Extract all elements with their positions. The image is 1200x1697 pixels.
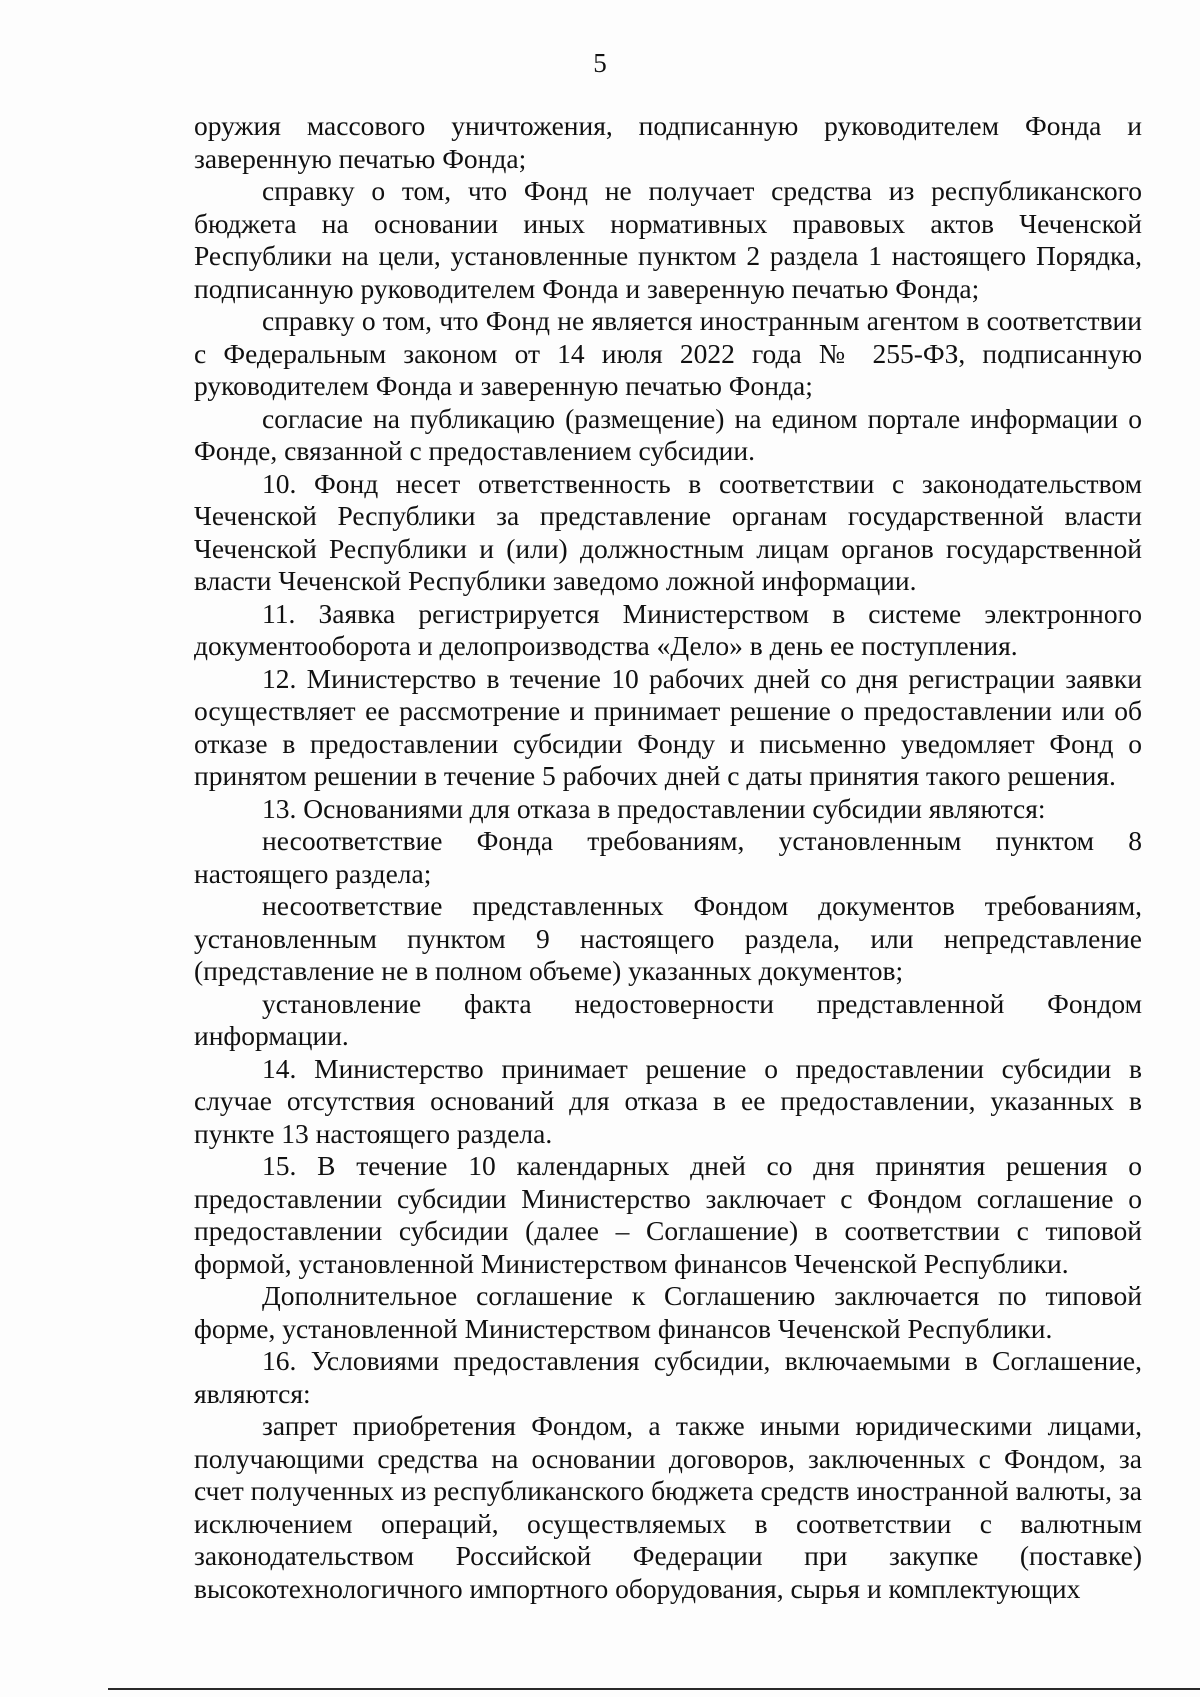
paragraph-refusal-ground-1: несоответствие Фонда требованиям, установленным пунктом 8 настоящего раздела;: [194, 825, 1142, 889]
paragraph-item-16: 16. Условиями предоставления субсидии, включаемыми в Соглашение, являются:: [194, 1345, 1142, 1409]
paragraph-item-13: 13. Основаниями для отказа в предоставлении субсидии являются:: [262, 792, 1046, 824]
paragraph-refusal-ground-2: несоответствие представленных Фондом документов требованиям, установленным пунктом 9 настоящего раздела, или непредставление (представление не в полном объеме) указанных документов;: [194, 890, 1142, 986]
paragraph-item-15: 15. В течение 10 календарных дней со дня принятия решения о предоставлении субсидии Министерство заключает с Фондом соглашение о предоставлении субсидии (далее – Соглашение) в соответствии с типовой формой, установленной Министерством финансов Чеченской Республики.: [194, 1150, 1142, 1279]
paragraph-item-12: 12. Министерство в течение 10 рабочих дней со дня регистрации заявки осуществляет ее рассмотрение и принимает решение о предоставлении или об отказе в предоставлении субсидии Фонду и письменно уведомляет Фонд о принятом решении в течение 5 рабочих дней с даты принятия такого решения.: [194, 662, 1142, 791]
paragraph-foreign-agent-certificate: справку о том, что Фонд не является иностранным агентом в соответствии с Федеральным законом от 14 июля 2022 года № 255-ФЗ, подписанную руководителем Фонда и заверенную печатью Фонда;: [194, 305, 1142, 401]
paragraph-publication-consent: согласие на публикацию (размещение) на едином портале информации о Фонде, связанной с предоставлением субсидии.: [194, 402, 1142, 466]
paragraph-item-10: 10. Фонд несет ответственность в соответствии с законодательством Чеченской Республики за представление органам государственной власти Чеченской Республики и (или) должностным лицам органов государственной власти Чеченской Республики заведомо ложной информации.: [194, 467, 1142, 596]
paragraph-additional-agreement: Дополнительное соглашение к Соглашению заключается по типовой форме, установленной Министерством финансов Чеченской Республики.: [194, 1280, 1142, 1344]
scan-edge-line: [108, 1688, 1200, 1690]
paragraph-budget-certificate: справку о том, что Фонд не получает средства из республиканского бюджета на основании иных нормативных правовых актов Чеченской Республики на цели, установленные пунктом 2 раздела 1 настоящего Порядка, подписанную руководителем Фонда и заверенную печатью Фонда;: [194, 175, 1142, 304]
document-body: [194, 110, 1142, 1605]
page-number: 5: [593, 48, 607, 78]
paragraph-refusal-ground-3: установление факта недостоверности представленной Фондом информации.: [194, 987, 1142, 1051]
paragraph-item-11: 11. Заявка регистрируется Министерством в системе электронного документооборота и делопроизводства «Дело» в день ее поступления.: [194, 597, 1142, 661]
paragraph-continuation: оружия массового уничтожения, подписанную руководителем Фонда и заверенную печатью Фонда;: [194, 110, 1142, 174]
paragraph-currency-prohibition: запрет приобретения Фондом, а также иными юридическими лицами, получающими средства на основании договоров, заключенных с Фондом, за счет полученных из республиканского бюджета средств иностранной валюты, за исключением операций, осуществляемых в соответствии с валютным законодательством Российской Федерации при закупке (поставке) высокотехнологичного импортного оборудования, сырья и комплектующих: [194, 1410, 1142, 1604]
paragraph-item-14: 14. Министерство принимает решение о предоставлении субсидии в случае отсутствия оснований для отказа в ее предоставлении, указанных в пункте 13 настоящего раздела.: [194, 1052, 1142, 1149]
